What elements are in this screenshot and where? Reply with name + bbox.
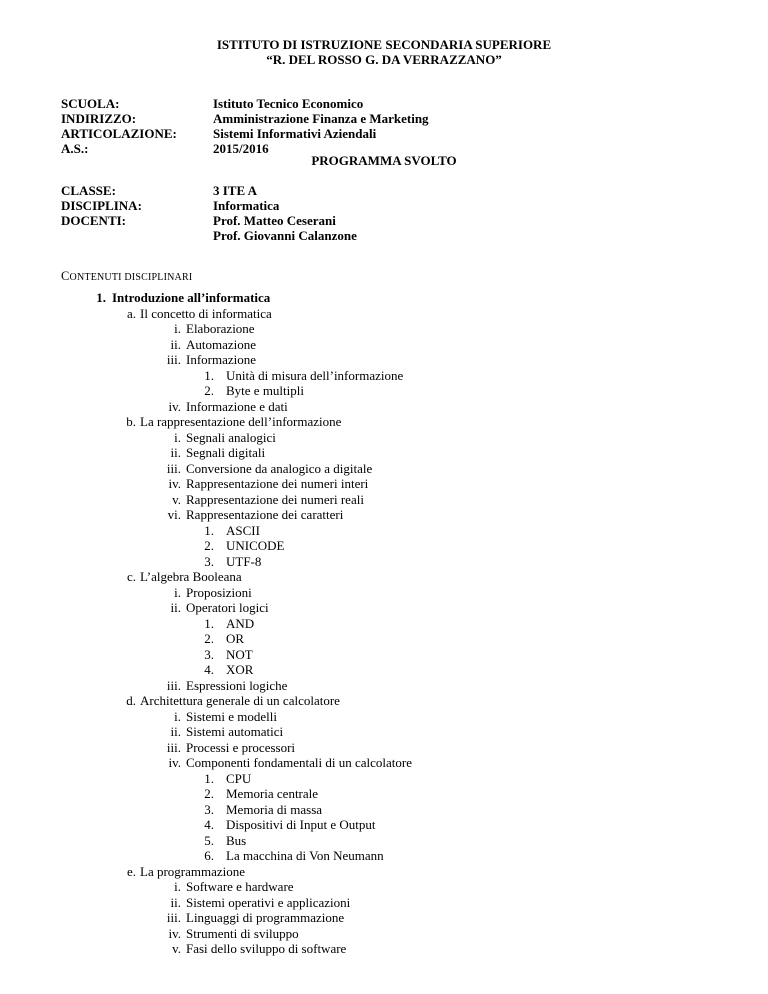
outline-item-number: 1. [204,770,214,786]
outline-item-text: Rappresentazione dei numeri reali [186,491,364,507]
outline-item-text: Conversione da analogico a digitale [186,460,373,476]
outline-item-number: a. [126,305,136,321]
outline-item-text: La rappresentazione dell’informazione [140,414,342,429]
outline-item [0,399,768,414]
outline-item-number: iii. [166,739,181,755]
outline-item-number: v. [172,491,181,507]
info-label: DISCIPLINA: [61,198,142,213]
outline-item [0,476,768,491]
outline-item [0,507,768,522]
info-row [61,126,429,141]
outline-item-text: Segnali digitali [186,445,266,460]
outline-item-text: CPU [226,770,252,786]
outline-item-number: i. [174,584,181,600]
document-title: PROGRAMMA SVOLTO [311,153,457,168]
outline-item-text: AND [226,615,255,631]
school-header-line: ISTITUTO DI ISTRUZIONE SECONDARIA SUPERIORE [216,37,552,52]
outline-item-number: iii. [166,910,181,925]
outline-item-text: Strumenti di sviluppo [186,925,299,941]
outline-item-number: iv. [168,398,181,414]
outline-item-text: Operatori logici [186,600,269,615]
outline-item [0,910,768,925]
outline-item-text: La programmazione [140,863,246,879]
outline-item [0,647,768,662]
outline-item-number: ii. [170,600,181,615]
info-value: Istituto Tecnico Economico [213,96,364,111]
outline-item-text: Sistemi e modelli [186,708,277,724]
outline-item [0,724,768,739]
outline-item-number: i. [174,708,181,724]
school-header-line: “R. DEL ROSSO G. DA VERRAZZANO” [266,52,502,67]
outline-item-text: La macchina di Von Neumann [226,848,384,863]
outline-item-text: Rappresentazione dei numeri interi [186,476,369,491]
outline-item-number: b. [126,414,136,429]
outline-item-text: Linguaggi di programmazione [186,910,345,925]
outline-item-number: 1. [204,522,214,538]
outline-item-text: Processi e processori [186,739,296,755]
outline-item [0,895,768,910]
outline-item [0,600,768,615]
outline-item [0,383,768,398]
info-value: Sistemi Informativi Aziendali [213,126,377,141]
outline-item-number: ii. [170,445,181,460]
outline-item [0,569,768,584]
outline-item-number: 2. [204,631,214,646]
outline-item-number: 5. [204,832,214,848]
outline-item [0,864,768,879]
outline-item [0,321,768,336]
outline-item-text: Espressioni logiche [186,677,288,693]
outline-item-number: c. [126,569,136,584]
outline-item-text: Unità di misura dell’informazione [226,367,404,383]
info-value: Amministrazione Finanza e Marketing [213,111,429,126]
outline-item [0,492,768,507]
outline-item-number: iv. [168,755,181,770]
info-label: CLASSE: [61,183,116,198]
outline-item [0,740,768,755]
outline-item [0,771,768,786]
outline-item-number: 2. [204,786,214,801]
info-value: Prof. Matteo Ceserani [213,213,336,228]
info-label: A.S.: [61,141,89,156]
outline-item-text: NOT [226,646,253,662]
outline-item-number: d. [126,693,136,708]
outline-item-number: 1. [204,367,214,383]
outline-item-number: i. [174,321,181,336]
outline-item [0,616,768,631]
info-row [61,198,357,213]
outline-item-number: i. [174,429,181,445]
outline-item-text: Software e hardware [186,879,294,894]
outline-item-number: 2. [204,538,214,553]
outline-item [0,631,768,646]
school-info [61,96,429,156]
info-value: Prof. Giovanni Calanzone [213,228,357,243]
info-row [61,96,429,111]
outline-item [0,879,768,894]
outline-item-text: Sistemi automatici [186,724,284,739]
outline-item-text: Elaborazione [186,321,255,336]
outline-item-text: Byte e multipli [226,383,304,398]
outline-item-text: OR [226,631,245,646]
outline-item-text: Memoria di massa [226,801,323,817]
section-heading [61,269,192,284]
outline-item-number: iv. [168,476,181,491]
outline-item-text: L’algebra Booleana [140,569,242,584]
outline-item [0,538,768,553]
outline-item [0,445,768,460]
outline-item-text: Bus [226,832,247,848]
outline-item-text: Rappresentazione dei caratteri [186,507,344,522]
info-label [61,228,213,243]
outline-item-number: iv. [168,925,181,941]
outline-item [0,817,768,832]
outline-item-number: iii. [166,460,181,476]
outline-item-number: iii. [166,677,181,693]
info-label: ARTICOLAZIONE: [61,126,177,141]
outline-item [0,786,768,801]
info-row [61,228,357,243]
outline-item-text: Introduzione all’informatica [112,290,271,305]
outline-item-text: ASCII [226,522,260,538]
outline-item-number: ii. [170,336,181,352]
outline-item-number: iii. [166,352,181,367]
outline-item-number: ii. [170,894,181,910]
outline-item-number: vi. [167,507,181,522]
outline-item [0,430,768,445]
info-row [61,183,357,198]
outline-item-number: ii. [170,724,181,739]
outline-item [0,833,768,848]
outline-item-text: Memoria centrale [226,786,319,801]
outline-item-text: UNICODE [226,538,285,553]
info-label: INDIRIZZO: [61,111,137,126]
outline-item-number: 4. [204,817,214,832]
outline-item [0,678,768,693]
outline-item [0,802,768,817]
outline-item [0,709,768,724]
outline-item [0,523,768,538]
info-value: Informatica [213,198,280,213]
class-info [61,183,357,243]
outline-item [0,461,768,476]
outline-item [0,662,768,677]
outline-item-number: 1. [96,290,106,305]
info-label: SCUOLA: [61,96,120,111]
outline-item-text: XOR [226,662,254,677]
outline-item-text: Sistemi operativi e applicazioni [186,894,351,910]
outline-item-number: e. [126,863,136,879]
outline-item-number: 3. [204,646,214,662]
outline-item-text: Informazione e dati [186,398,288,414]
outline-item [0,848,768,863]
outline-item [0,337,768,352]
info-row [61,111,429,126]
outline-item-text: Fasi dello sviluppo di software [186,941,347,956]
outline-item-text: Proposizioni [186,584,252,600]
info-value: 3 ITE A [213,183,258,198]
info-value: 2015/2016 [213,141,269,156]
outline-item [0,352,768,367]
section-heading-initial: C [61,269,70,283]
outline-item-number: 2. [204,383,214,398]
info-label: DOCENTI: [61,213,127,228]
outline-item [0,414,768,429]
outline-item-number: 6. [204,848,214,863]
outline-item [0,368,768,383]
outline-item [0,306,768,321]
section-heading-rest: ONTENUTI DISCIPLINARI [69,272,193,283]
outline-item [0,926,768,941]
outline-item [0,290,768,305]
outline-item-number: v. [172,941,181,956]
outline-item [0,554,768,569]
info-row [61,213,357,228]
outline-item-text: UTF-8 [226,553,262,569]
outline-item-text: Architettura generale di un calcolatore [140,693,340,708]
outline-item-text: Componenti fondamentali di un calcolatore [186,755,412,770]
outline-item-text: Il concetto di informatica [140,305,272,321]
outline-item-text: Informazione [186,352,257,367]
outline-item-text: Dispositivi di Input e Output [226,817,376,832]
school-header [0,37,768,67]
outline-item [0,941,768,956]
outline-item [0,755,768,770]
outline-item-text: Automazione [186,336,257,352]
outline-item-number: 4. [204,662,214,677]
outline-item [0,693,768,708]
outline-item-text: Segnali analogici [186,429,276,445]
outline-item-number: 3. [204,553,214,569]
outline-item-number: 3. [204,801,214,817]
outline-item-number: 1. [204,615,214,631]
outline-item-number: i. [174,879,181,894]
outline-item [0,585,768,600]
